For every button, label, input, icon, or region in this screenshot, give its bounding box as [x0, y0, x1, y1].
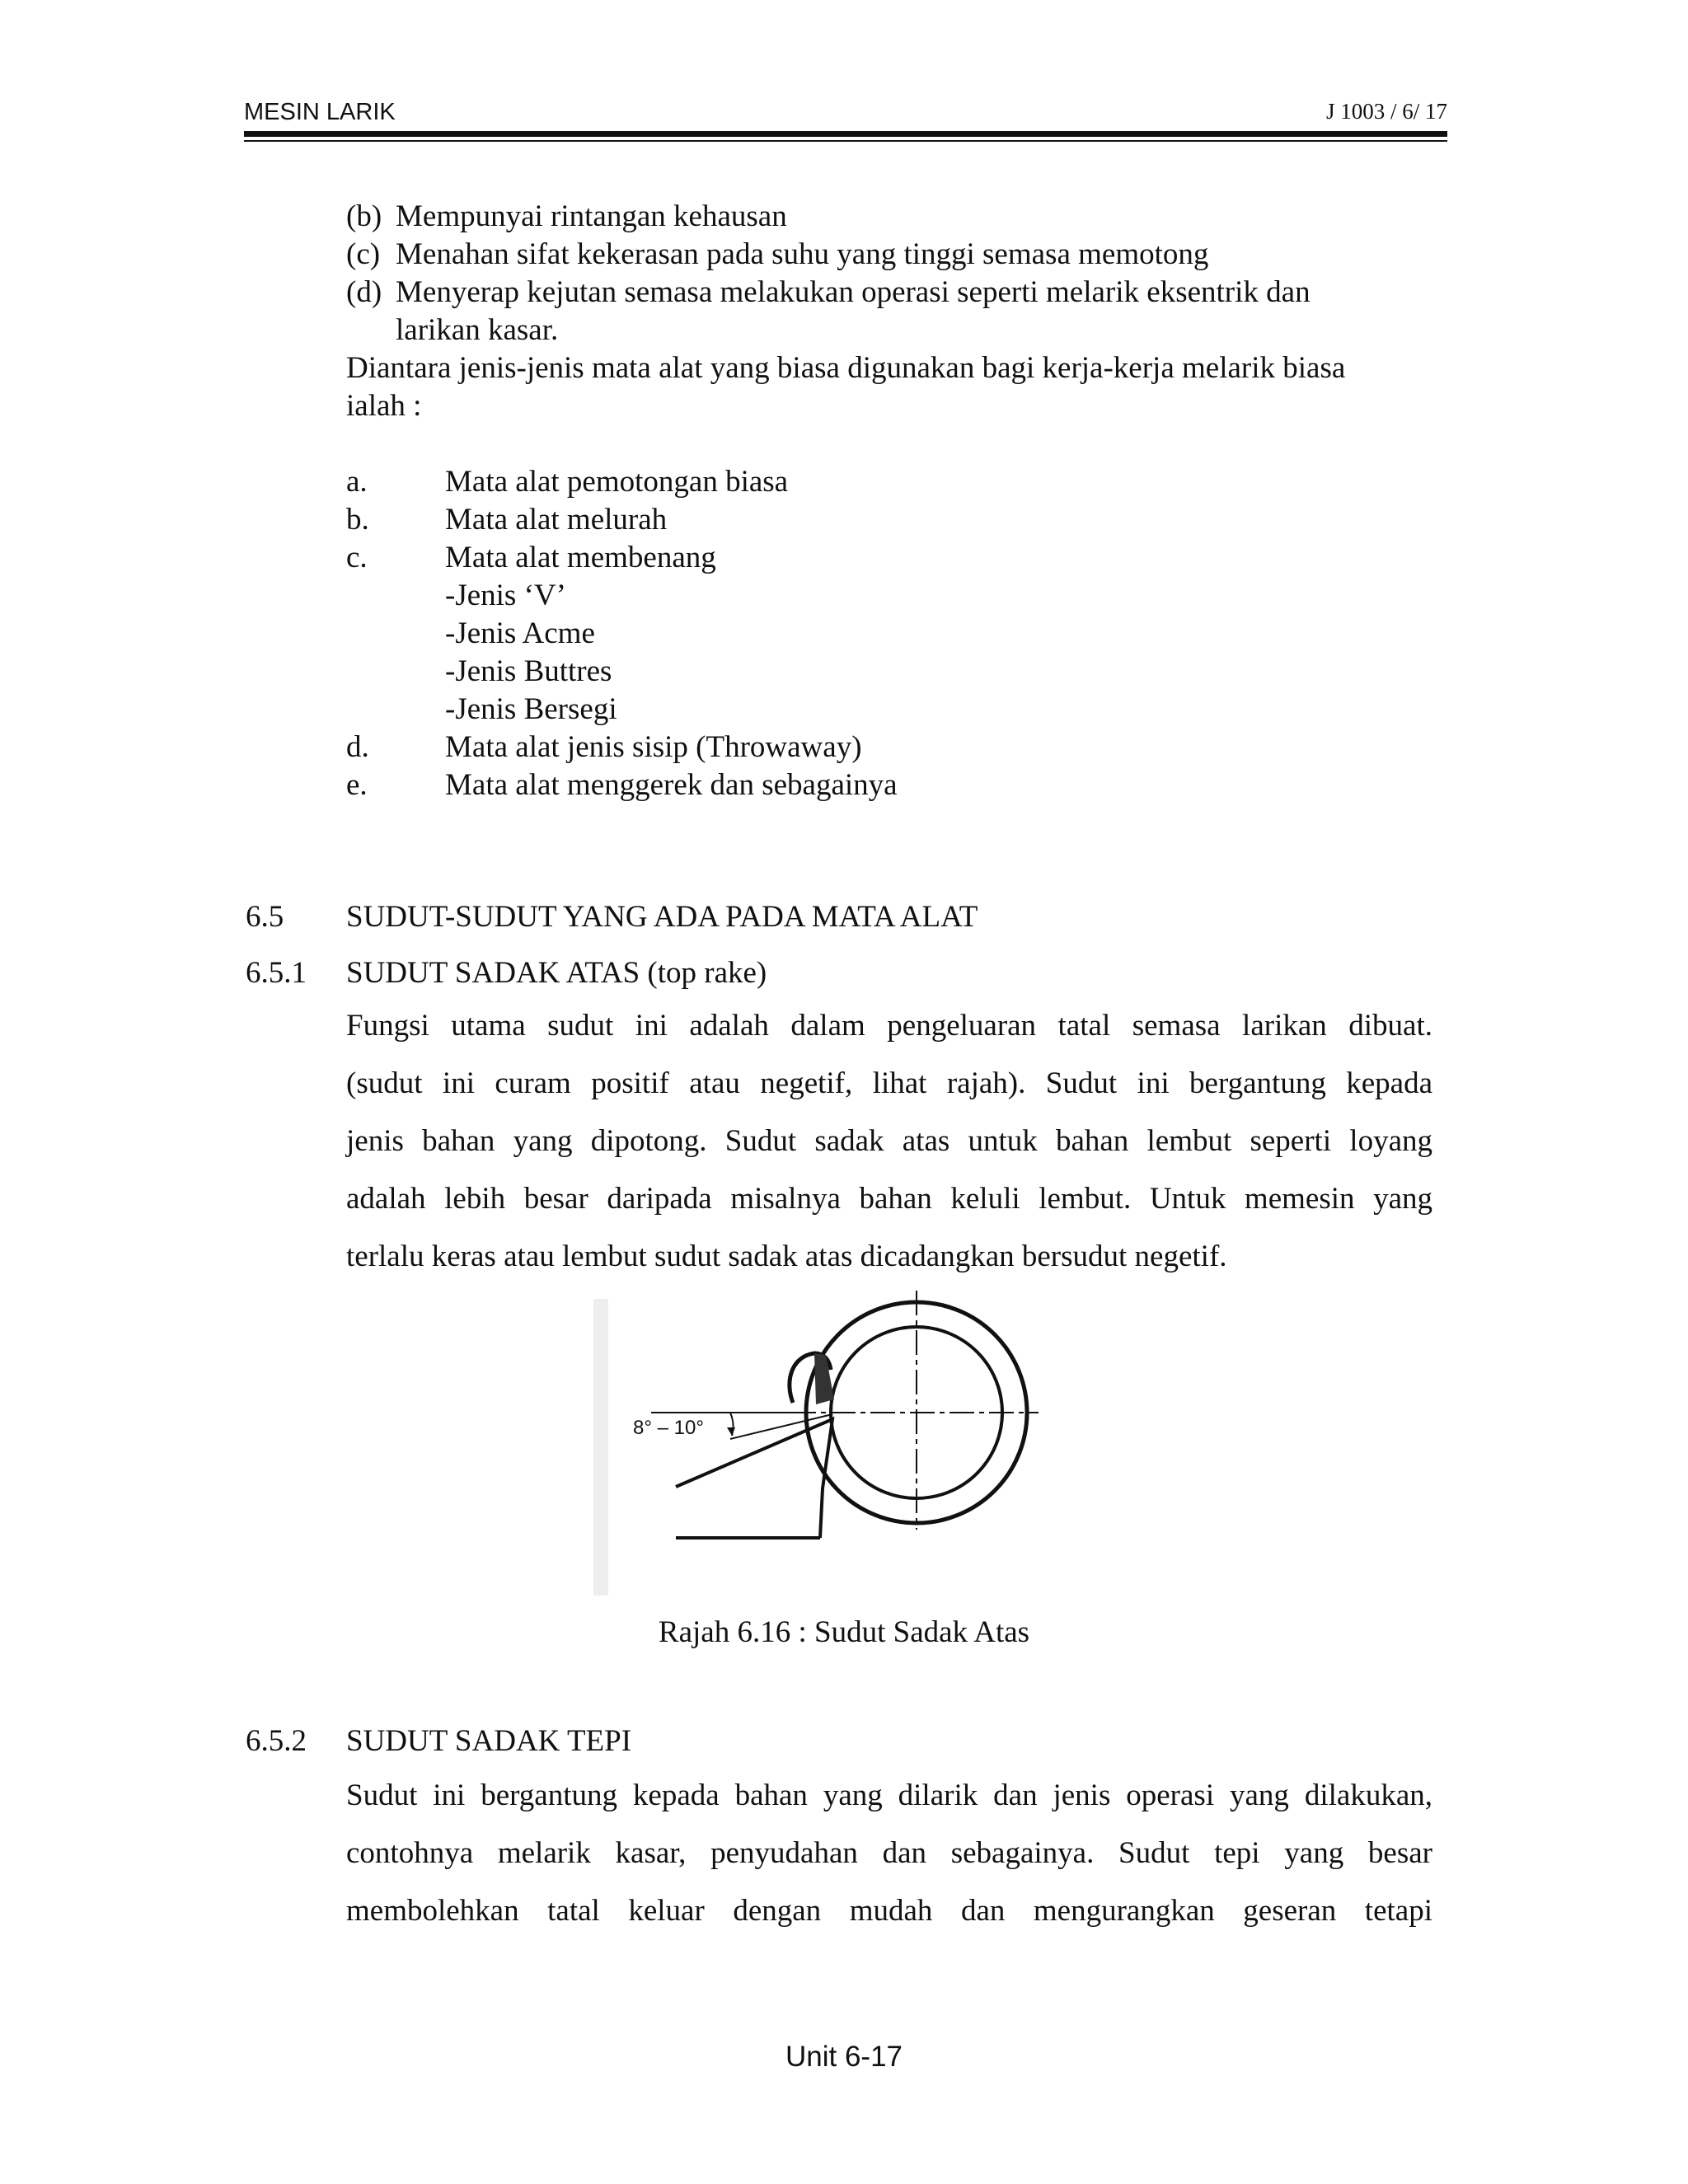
header-rule-thick [244, 131, 1447, 137]
list-item-c: Menahan sifat kekerasan pada suhu yang tinggi semasa memotong [396, 237, 1209, 271]
header-title: MESIN LARIK [244, 99, 396, 125]
section-6-5-1-title: SUDUT SADAK ATAS (top rake) [346, 956, 767, 990]
paragraph-6-5-2-line: Sudut ini bergantung kepada bahan yang dilarik dan jenis operasi yang dilakukan, [346, 1779, 1432, 1812]
figure-top-rake-diagram [593, 1291, 1039, 1605]
section-6-5-2-title: SUDUT SADAK TEPI [346, 1724, 632, 1758]
scan-smudge [593, 1299, 608, 1596]
top-rake-diagram-svg [593, 1291, 1039, 1605]
list-marker-b: (b) [346, 199, 382, 233]
tool-item-e: Mata alat menggerek dan sebagainya [445, 768, 898, 802]
section-6-5-number: 6.5 [246, 900, 284, 934]
tool-marker-d: d. [346, 730, 369, 764]
tool-item-a: Mata alat pemotongan biasa [445, 465, 789, 499]
paragraph-6-5-1-line: (sudut ini curam positif atau negetif, lihat rajah). Sudut ini bergantung kepada [346, 1066, 1432, 1100]
paragraph-6-5-2-line: contohnya melarik kasar, penyudahan dan sebagainya. Sudut tepi yang besar [346, 1836, 1432, 1870]
tool-subitem-buttres: -Jenis Buttres [445, 654, 612, 688]
section-6-5-title: SUDUT-SUDUT YANG ADA PADA MATA ALAT [346, 900, 978, 934]
list-item-d-cont: larikan kasar. [396, 313, 559, 347]
paragraph-6-5-1-line: Fungsi utama sudut ini adalah dalam pengeluaran tatal semasa larikan dibuat. [346, 1009, 1432, 1043]
tool-subitem-bersegi: -Jenis Bersegi [445, 692, 617, 726]
paragraph-6-5-1-line: adalah lebih besar daripada misalnya bahan keluli lembut. Untuk memesin yang [346, 1182, 1432, 1216]
list-marker-d: (d) [346, 275, 382, 309]
paragraph-6-5-1-line: jenis bahan yang dipotong. Sudut sadak atas untuk bahan lembut seperti loyang [346, 1124, 1432, 1158]
page-footer: Unit 6-17 [785, 2041, 903, 2073]
list-item-d: Menyerap kejutan semasa melakukan operasi seperti melarik eksentrik dan [396, 275, 1311, 309]
tool-subitem-acme: -Jenis Acme [445, 616, 595, 650]
tool-item-c: Mata alat membenang [445, 541, 716, 574]
tool-item-d: Mata alat jenis sisip (Throwaway) [445, 730, 862, 764]
tool-marker-c: c. [346, 541, 368, 574]
section-6-5-2-number: 6.5.2 [246, 1724, 307, 1758]
angle-label: 8° – 10° [633, 1417, 704, 1439]
intro-line-2: ialah : [346, 389, 422, 423]
tool-subitem-v: -Jenis ‘V’ [445, 579, 566, 612]
figure-caption: Rajah 6.16 : Sudut Sadak Atas [658, 1615, 1030, 1649]
paragraph-6-5-2-line: membolehkan tatal keluar dengan mudah dan mengurangkan geseran tetapi [346, 1894, 1432, 1928]
chip-section [814, 1353, 834, 1404]
tool-marker-a: a. [346, 465, 368, 499]
header-code: J 1003 / 6/ 17 [1325, 99, 1447, 124]
tool-item-b: Mata alat melurah [445, 503, 668, 537]
angle-arrow-head [727, 1427, 735, 1436]
tool-marker-e: e. [346, 768, 368, 802]
intro-line-1: Diantara jenis-jenis mata alat yang biasa digunakan bagi kerja-kerja melarik biasa [346, 351, 1346, 385]
section-6-5-1-number: 6.5.1 [246, 956, 307, 990]
paragraph-6-5-1-line: terlalu keras atau lembut sudut sadak atas dicadangkan bersudut negetif. [346, 1240, 1227, 1273]
list-marker-c: (c) [346, 237, 381, 271]
list-item-b: Mempunyai rintangan kehausan [396, 199, 787, 233]
tool-marker-b: b. [346, 503, 369, 537]
header-rule-thin [244, 140, 1447, 142]
